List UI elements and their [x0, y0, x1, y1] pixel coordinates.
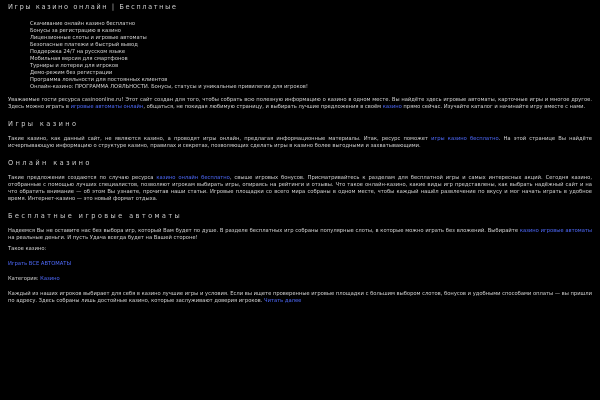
section-heading-online: Онлайн казино	[8, 159, 92, 167]
slots-text-b: на реальные деньги. И пусть Удача всегда будет на Вашей стороне!	[8, 235, 198, 241]
list-item: Лицензионные слоты и игровые автоматы	[30, 35, 147, 41]
online-text-a: Такие предложения создаются по случаю ресурса	[8, 175, 157, 181]
list-item: Турниры и лотереи для игроков	[30, 63, 119, 69]
final-paragraph	[8, 291, 592, 305]
casino-link[interactable]: казино	[382, 104, 402, 110]
final-text: Каждый из наших игроков выбирает для себя в казино лучшие игры и условия. Если вы ищете проверенные игровые площадки с большим выбором слотов, бонусов и удобными способами оплаты — вы пришли по адресу. Здесь собраны лишь достойные казино, которые заслуживают доверия игроков.	[8, 291, 592, 304]
play-all-slots-link[interactable]: Играть ВСЕ АВТОМАТЫ	[8, 261, 72, 267]
list-item: Онлайн-казино: ПРОГРАММА ЛОЯЛЬНОСТИ. Бонусы, статусы и уникальные привилегии для игроков!	[30, 84, 308, 90]
games-paragraph	[8, 136, 592, 150]
slot-machines-link[interactable]: казино игровые автоматы	[519, 228, 592, 234]
list-item: Программа лояльности для постоянных клиентов	[30, 77, 168, 83]
intro-paragraph	[8, 97, 592, 111]
games-text-b: . На этой странице Вы найдёте исчерпывающую информацию о структуре казино, правилах и секретах, позволяющих сделать игры в казино более выгодными и захватывающими.	[8, 136, 593, 149]
list-item: Мобильная версия для смартфонов	[30, 56, 128, 62]
feature-list	[30, 21, 592, 91]
section-heading-slots: Бесплатные игровые автоматы	[8, 212, 183, 220]
intro-text-b: Здесь можно играть в	[8, 104, 71, 110]
category-line	[8, 276, 592, 283]
casino-type-line: Такое казино:	[8, 246, 47, 252]
slots-text-a: Надеемся Вы не оставите нас без выбора игр, который Вам будет по душе. В разделе бесплатных игр собраны популярные слоты, в которые можно играть без вложений. Выбирайте	[8, 228, 520, 234]
list-item: Бонусы за регистрацию в казино	[30, 28, 121, 34]
games-text-a: Такие казино, как данный сайт, не являются казино, а проводят игры онлайн, предлагая информационные материалы. Итак, ресурс поможет	[8, 136, 432, 142]
list-item: Демо-режим без регистрации	[30, 70, 113, 76]
intro-text-a: Уважаемые гости ресурса casinoonline.ru! Этот сайт создан для того, чтобы собрать всю полезную информацию о казино в одном месте. Вы найдёте здесь игровые автоматы, карточные игры и многое другое.	[8, 97, 592, 103]
read-more-link[interactable]: Читать далее	[264, 298, 302, 304]
list-item: Поддержка 24/7 на русском языке	[30, 49, 126, 55]
intro-text-d: прямо сейчас. Изучайте каталог и начинайте игру вместе с нами.	[401, 104, 586, 110]
online-text-b: , свыше игровых бонусов. Присматривайтесь к разделам для бесплатной игры и самых интересных акций. Сегодня казино, отобранные с помощью лучших специалистов, позволяют игрокам выбирать игры, опираясь на рейтинги и отзывы. Что такое онлайн-казино, какие виды игр представлены, как выбрать надёжный сайт и на что обратить внимание — об этом Вы узнаете, прочитав наши статьи. Игровые площадки со всего мира собраны в одном месте, чтобы каждый нашёл развлечение по вкусу и мог начать играть в удобное время. Интернет-казино — это новый формат отдыха.	[8, 175, 592, 202]
free-online-casino-link[interactable]: казино онлайн бесплатно	[156, 175, 230, 181]
slots-online-link[interactable]: игровые автоматы онлайн	[70, 104, 144, 110]
list-item: Скачивание онлайн казино бесплатно	[30, 21, 136, 27]
online-paragraph	[8, 175, 592, 203]
page-title: Игры казино онлайн | Бесплатные	[8, 3, 178, 11]
section-heading-games: Игры казино	[8, 120, 79, 128]
intro-text-c: , общаться, не покидая любимую страницу, и выбирать лучшие предложения в своём	[143, 104, 383, 110]
category-link[interactable]: Казино	[40, 276, 60, 282]
list-item: Безопасные платежи и быстрый вывод	[30, 42, 138, 48]
category-label: Категория:	[8, 276, 41, 282]
play-all-line	[8, 261, 592, 268]
free-casino-games-link[interactable]: игры казино бесплатно	[431, 136, 499, 142]
slots-paragraph	[8, 228, 592, 242]
